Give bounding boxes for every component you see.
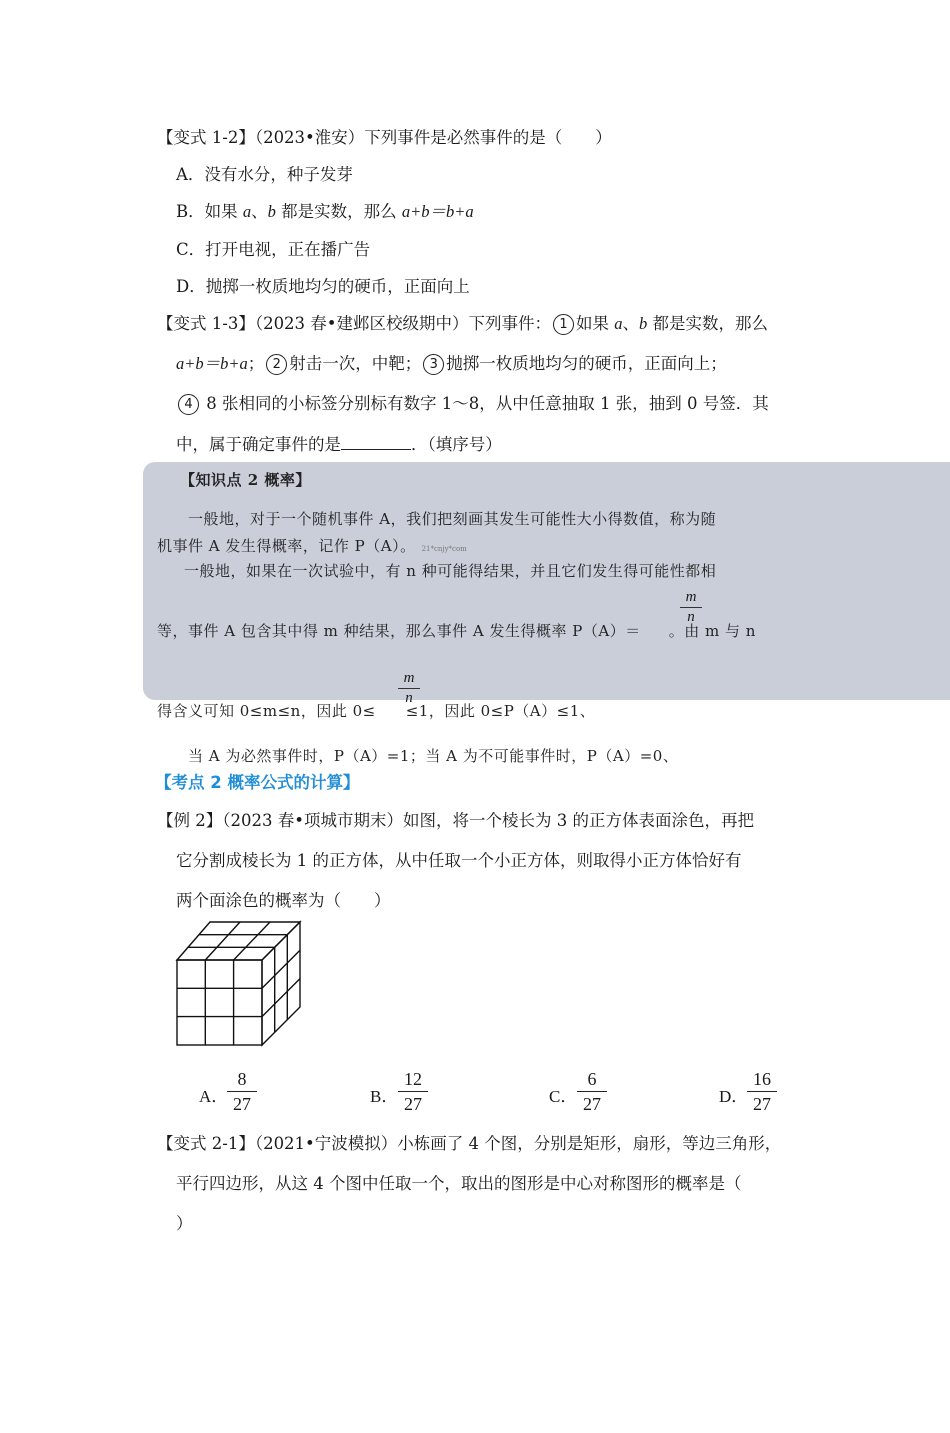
example-2-line-1: 【例 2】（2023 春•项城市期末）如图，将一个棱长为 3 的正方体表面涂色，再把: [157, 811, 754, 830]
example-2-line-3: 两个面涂色的概率为（ ）: [176, 891, 391, 910]
option-b-fraction: $\frac{12}{27}$: [398, 1068, 428, 1115]
question-1-3-line-4: 中，属于确定事件的是 ．（填序号）: [176, 435, 502, 454]
example-2-line-2: 它分割成棱长为 1 的正方体，从中任取一个小正方体，则取得小正方体恰好有: [176, 851, 742, 870]
fraction-m-over-n-1: $\frac{m}{n}$: [680, 589, 702, 626]
knowledge-title: 【知识点 2 概率】: [180, 471, 311, 489]
circled-number-4: 4: [178, 394, 199, 415]
section-title: 【考点 2 概率公式的计算】: [155, 773, 360, 792]
answer-blank: [341, 433, 411, 450]
option-a-text: A．没有水分，种子发芽: [176, 165, 353, 184]
knowledge-paragraph-2b: 等，事件 A 包含其中得 m 种结果，那么事件 A 发生得概率 P（A）＝ 。由 m 与 n: [157, 622, 756, 640]
option-d-text: D．抛掷一枚质地均匀的硬币，正面向上: [176, 277, 470, 296]
knowledge-paragraph-1a: 一般地，对于一个随机事件 A，我们把刻画其发生可能性大小得数值，称为随: [188, 510, 717, 528]
question-2-1-line-3: ）: [176, 1214, 193, 1233]
option-c-fraction: $\frac{6}{27}$: [577, 1068, 607, 1115]
option-d-fraction: $\frac{16}{27}$: [747, 1068, 777, 1115]
circled-number-1: 1: [553, 314, 574, 335]
question-1-2-heading: 【变式 1-2】（2023•淮安）下列事件是必然事件的是（ ）: [157, 128, 612, 147]
question-1-3-line-3: 4 8 张相同的小标签分别标有数字 1～8，从中任意抽取 1 张，抽到 0 号签．其: [176, 393, 769, 415]
circled-number-2: 2: [266, 354, 287, 375]
option-a-fraction: $\frac{8}{27}$: [227, 1068, 257, 1115]
question-1-3-line-2: a+b＝b+a； 2 射击一次，中靶； 3 抛掷一枚质地均匀的硬币，正面向上；: [176, 354, 727, 373]
knowledge-paragraph-1b: 机事件 A 发生得概率，记作 P（A）。 21*cnjy*com: [157, 537, 467, 555]
knowledge-paragraph-4: 当 A 为必然事件时，P（A）=1；当 A 为不可能事件时，P（A）=0、: [188, 747, 679, 765]
option-b-text: B．如果 a、b 都是实数，那么 a+b＝b+a: [176, 202, 474, 221]
option-c-text: C．打开电视，正在播广告: [176, 240, 371, 259]
question-1-3-line-1: 【变式 1-3】（2023 春•建邺区校级期中）下列事件： 1 如果 a、b 都是实数，那么: [157, 314, 769, 333]
fraction-m-over-n-2: $\frac{m}{n}$: [398, 670, 420, 707]
watermark: 21*cnjy*com: [421, 545, 467, 553]
question-2-1-line-1: 【变式 2-1】（2021•宁波模拟）小栋画了 4 个图，分别是矩形，扇形，等边三角形，: [157, 1134, 782, 1153]
cube-figure: [170, 918, 310, 1050]
circled-number-3: 3: [423, 354, 444, 375]
knowledge-paragraph-3: 得含义可知 0≤m≤n，因此 0≤ ≤1，因此 0≤P（A）≤1、: [157, 702, 596, 720]
question-2-1-line-2: 平行四边形，从这 4 个图中任取一个，取出的图形是中心对称图形的概率是（: [176, 1174, 742, 1193]
knowledge-paragraph-2a: 一般地，如果在一次试验中，有 n 种可能得结果，并且它们发生得可能性都相: [184, 562, 717, 580]
